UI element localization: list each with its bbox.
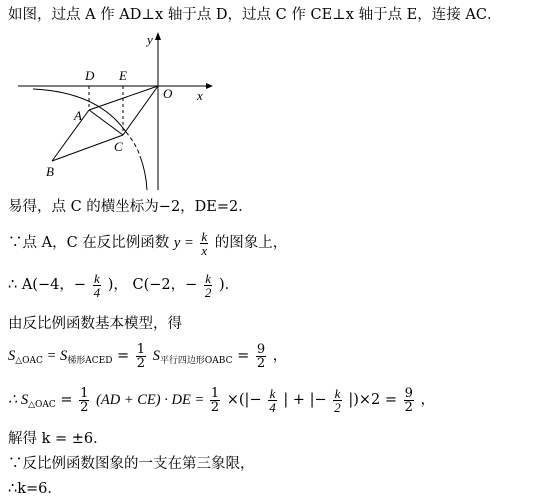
area-sub-trapezoid: 梯形ACED	[67, 356, 113, 366]
solution-line-7	[8, 384, 435, 421]
line3-fx: y =	[173, 235, 194, 251]
segment-AB	[52, 110, 89, 161]
fraction-9-over-2: $\frac{9}{2}$	[256, 341, 266, 371]
abs-close: |)×2 =	[348, 392, 402, 408]
fraction-9-2: $\frac{9}{2}$	[404, 385, 413, 415]
label-D: D	[85, 68, 95, 83]
fraction-k2: $\frac{k}{2}$	[334, 385, 341, 415]
area-sub-parallelogram: 平行四边形OABC	[159, 356, 233, 366]
fraction-1-over-2: $\frac{1}{2}$	[136, 341, 146, 371]
area-s3: S	[152, 348, 160, 364]
fraction-k4: $\frac{k}{4}$	[269, 385, 276, 415]
solution-line-3	[8, 228, 287, 258]
line4-end: )．	[218, 277, 240, 293]
line3-prefix: ∵点 A，C 在反比例函数	[8, 235, 170, 251]
sub-oac: △OAC	[28, 400, 56, 410]
solution-line-2: 易得，点 C 的横坐标为−2，DE=2．	[8, 199, 253, 215]
label-C: C	[114, 139, 123, 154]
therefore-s: ∴ S	[8, 392, 29, 408]
eq: =	[60, 392, 78, 408]
area-eq: = S	[42, 348, 68, 364]
label-x: x	[197, 88, 203, 103]
line7-end: ，	[420, 392, 436, 408]
abs-open: ×(|−	[226, 392, 262, 408]
geometry-figure	[8, 30, 238, 195]
point-A-coords: ∴ A(−4，−	[8, 277, 86, 293]
area-s: S	[8, 348, 16, 364]
segment-BC	[52, 135, 123, 161]
area-sub-oac: △OAC	[15, 356, 43, 366]
hyperbola-curve-dashed	[126, 132, 140, 156]
eq2: =	[117, 348, 134, 364]
solution-line-4	[8, 270, 239, 300]
x-axis-arrow	[206, 83, 213, 89]
fraction-half-b: $\frac{1}{2}$	[210, 385, 220, 415]
line3-suffix: 的图象上，	[214, 235, 288, 251]
label-O: O	[163, 86, 173, 101]
label-E: E	[119, 68, 127, 83]
solution-line-9: ∵反比例函数图象的一支在第三象限，	[8, 456, 255, 472]
hyperbola-curve-tail	[140, 156, 147, 190]
abs-mid: | + |−	[283, 392, 327, 408]
solution-line-5: 由反比例函数基本模型，得	[8, 316, 182, 332]
fraction-k-over-4: $\frac{k}{4}$	[93, 270, 101, 300]
solution-line-6	[8, 340, 287, 377]
y-axis-arrow	[155, 32, 161, 40]
fraction-k-over-2: $\frac{k}{2}$	[204, 270, 212, 300]
solution-line-10: ∴k=6．	[8, 481, 62, 497]
label-y: y	[147, 32, 153, 47]
fraction-k-over-x: $\frac{k}{x}$	[201, 228, 208, 258]
segment-CO	[123, 86, 158, 135]
label-A: A	[74, 108, 82, 123]
fraction-half-a: $\frac{1}{2}$	[80, 385, 89, 415]
label-B: B	[46, 164, 54, 179]
ad-ce-de: (AD + CE) · DE =	[96, 392, 208, 408]
solution-line-8: 解得 k = ±6．	[8, 431, 108, 447]
point-C-coords: )， C(−2，−	[107, 277, 198, 293]
line6-end: ，	[272, 348, 288, 364]
problem-statement: 如图，过点 A 作 AD⊥x 轴于点 D，过点 C 作 CE⊥x 轴于点 E，连接 AC．	[8, 7, 502, 23]
eq3: =	[237, 348, 254, 364]
